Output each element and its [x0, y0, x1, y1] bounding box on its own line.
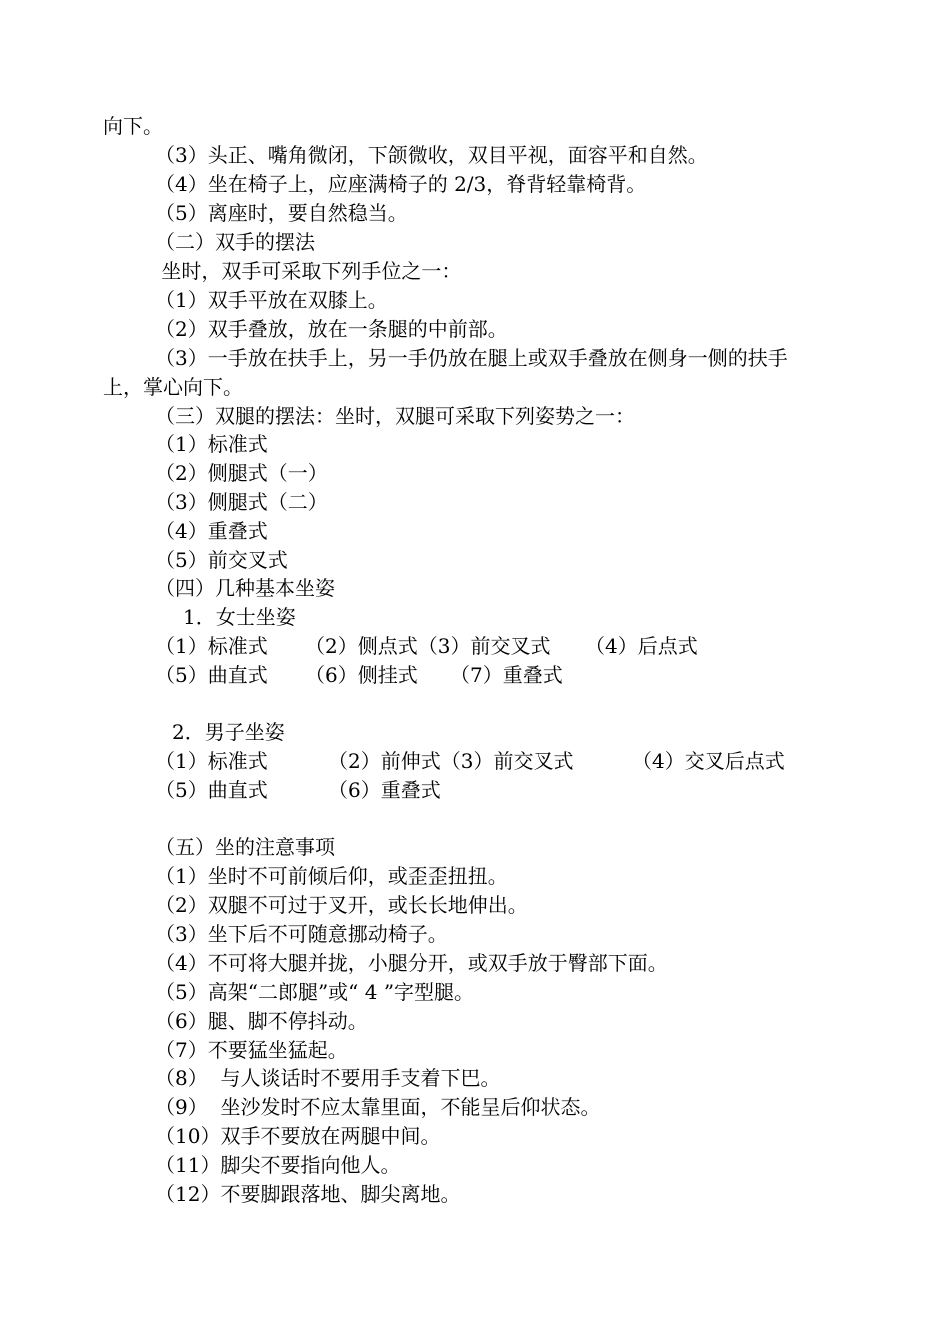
- list-item: （4）重叠式: [155, 519, 268, 543]
- text-line: 向下。: [103, 114, 163, 138]
- list-item: （3）侧腿式（二）: [155, 490, 328, 514]
- posture-item: （2）侧点式（3）前交叉式: [305, 634, 551, 658]
- section-heading: （四）几种基本坐姿: [155, 576, 335, 600]
- posture-item: （4）交叉后点式: [632, 749, 785, 773]
- posture-item: （6）侧挂式: [305, 663, 418, 687]
- list-item: （5）前交叉式: [155, 548, 288, 572]
- text-line: （4）坐在椅子上，应座满椅子的 2/3，脊背轻靠椅背。: [155, 172, 647, 196]
- list-item: （11）脚尖不要指向他人。: [155, 1153, 401, 1177]
- text-line: 上，掌心向下。: [103, 375, 243, 399]
- posture-item: （4）后点式: [585, 634, 698, 658]
- list-item: （4）不可将大腿并拢，小腿分开，或双手放于臀部下面。: [155, 951, 668, 975]
- posture-item: （2）前伸式（3）前交叉式: [328, 749, 574, 773]
- list-item: （2）侧腿式（一）: [155, 461, 328, 485]
- list-item: （2）双手叠放，放在一条腿的中前部。: [155, 317, 508, 341]
- list-item: （10）双手不要放在两腿中间。: [155, 1124, 441, 1148]
- list-item: （8） 与人谈话时不要用手支着下巴。: [155, 1066, 501, 1090]
- posture-item: （6）重叠式: [328, 778, 441, 802]
- list-item: （7）不要猛坐猛起。: [155, 1038, 348, 1062]
- section-heading: （二）双手的摆法: [155, 230, 315, 254]
- list-item: （1）双手平放在双膝上。: [155, 288, 388, 312]
- text-line: 坐时，双手可采取下列手位之一：: [155, 259, 462, 283]
- posture-item: （5）曲直式: [155, 663, 268, 687]
- posture-item: （1）标准式: [155, 749, 268, 773]
- list-item: （6）腿、脚不停抖动。: [155, 1009, 368, 1033]
- list-item: （12）不要脚跟落地、脚尖离地。: [155, 1182, 461, 1206]
- posture-item: （1）标准式: [155, 634, 268, 658]
- text-line: （5）离座时，要自然稳当。: [155, 201, 408, 225]
- subsection-heading: 1．女士坐姿: [183, 605, 296, 629]
- list-item: （5）高架“二郎腿”或“ 4 ”字型腿。: [155, 980, 475, 1004]
- subsection-heading: 2．男子坐姿: [172, 720, 285, 744]
- list-item: （1）坐时不可前倾后仰，或歪歪扭扭。: [155, 864, 508, 888]
- list-item: （9） 坐沙发时不应太靠里面，不能呈后仰状态。: [155, 1095, 601, 1119]
- list-item: （3）一手放在扶手上，另一手仍放在腿上或双手叠放在侧身一侧的扶手: [155, 346, 788, 370]
- posture-item: （5）曲直式: [155, 778, 268, 802]
- list-item: （2）双腿不可过于叉开，或长长地伸出。: [155, 893, 528, 917]
- posture-item: （7）重叠式: [450, 663, 563, 687]
- section-heading: （五）坐的注意事项: [155, 835, 335, 859]
- list-item: （3）坐下后不可随意挪动椅子。: [155, 922, 448, 946]
- list-item: （1）标准式: [155, 432, 268, 456]
- section-heading: （三）双腿的摆法：坐时，双腿可采取下列姿势之一：: [155, 404, 635, 428]
- text-line: （3）头正、嘴角微闭，下颌微收，双目平视，面容平和自然。: [155, 143, 708, 167]
